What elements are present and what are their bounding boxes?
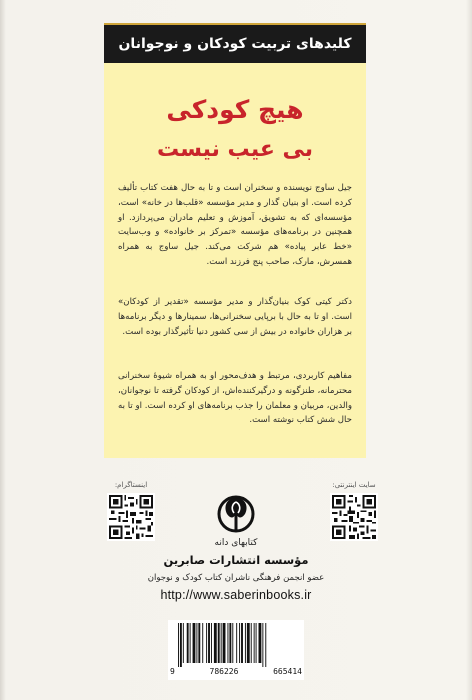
barcode-bar xyxy=(178,623,179,667)
instagram-qr-icon[interactable] xyxy=(107,493,155,541)
barcode-bar xyxy=(229,623,231,663)
barcode-bar xyxy=(211,623,212,663)
barcode-bar xyxy=(218,623,220,663)
barcode-bar xyxy=(190,623,191,663)
book-title-line1: هیچ کودکی xyxy=(166,95,304,124)
barcode-bar xyxy=(262,623,263,667)
barcode-bar xyxy=(198,623,200,663)
publisher-website-link[interactable]: http://www.saberinbooks.ir xyxy=(160,588,312,602)
barcode-bar xyxy=(251,623,252,663)
author-paragraph-1: جیل ساوج نویسنده و سخنران است و تا به حال هفت کتاب تألیف کرده است. او بنیان گذار و مدیر مؤسسه «قلب‌ها در خانه» است، مؤسسه‌ای که به تشویق، آموزش و تعلیم مادران می‌پردازد. او همچنین در برنامه‌های مؤسسه «تمرکز بر خانواده» و وب‌سایت «خط عابر پیاده» هم شرکت می‌کند. جیل ساوج به همراه همسرش، مارک، صاحب پنج فرزند است. xyxy=(118,183,352,267)
website-qr-icon[interactable] xyxy=(330,493,378,541)
instagram-qr-block xyxy=(104,480,158,541)
isbn-barcode-icon xyxy=(178,623,296,667)
saberin-seed-logo-icon xyxy=(217,492,255,534)
barcode-bar xyxy=(241,623,243,663)
barcode-bar xyxy=(180,623,182,667)
barcode-bar xyxy=(239,623,240,663)
barcode-bar xyxy=(259,623,262,663)
barcode-bar xyxy=(214,623,217,663)
series-title-bar xyxy=(104,23,366,63)
description-panel xyxy=(104,63,366,458)
barcode-bar xyxy=(193,623,196,663)
barcode-bar xyxy=(196,623,197,663)
imprint-name: کتابهای دانه xyxy=(214,538,258,548)
isbn-digits xyxy=(168,667,304,676)
website-qr-label: سایت اینترنتی: xyxy=(332,481,376,489)
barcode-bar xyxy=(245,623,246,663)
barcode-bar xyxy=(206,623,207,663)
publisher-membership: عضو انجمن فرهنگی ناشران کتاب کودک و نوجوان xyxy=(147,573,325,583)
barcode-bar xyxy=(202,623,203,663)
barcode-bar xyxy=(208,623,210,663)
website-qr-block xyxy=(327,480,381,541)
publisher-name: مؤسسه انتشارات صابرین xyxy=(163,553,309,567)
barcode-bar xyxy=(223,623,226,663)
barcode-bar xyxy=(254,623,255,663)
barcode-bar xyxy=(247,623,250,663)
barcode-bar xyxy=(227,623,228,663)
isbn-digit-group-2: 786226 xyxy=(209,667,239,676)
isbn-digit-group-3: 665414 xyxy=(273,667,302,676)
author-paragraph-2: دکتر کیتی کوک بنیان‌گذار و مدیر مؤسسه «تقدیر از کودکان» است. او تا به حال با برپایی سخنرانی‌ها، سمینارها و دیگر برنامه‌ها بر هزاران خانواده در بیش از سی کشور دنیا تأثیرگذار بوده است. xyxy=(118,297,352,337)
book-title-line2: بی عیب نیست xyxy=(156,137,314,162)
series-title: کلیدهای تربیت کودکان و نوجوانان xyxy=(118,36,352,52)
isbn-digit-group-1: 9 xyxy=(170,667,175,676)
barcode-bar xyxy=(256,623,257,663)
barcode-bar xyxy=(221,623,222,663)
barcode-bar xyxy=(236,623,237,663)
isbn-barcode-panel xyxy=(168,620,304,680)
barcode-bar xyxy=(232,623,233,663)
barcode-bar xyxy=(265,623,266,667)
instagram-qr-label: اینستاگرام: xyxy=(114,481,148,489)
barcode-bar xyxy=(187,623,189,663)
barcode-bar xyxy=(183,623,184,663)
author-paragraph-3: مفاهیم کاربردی، مرتبط و هدف‌محور او به همراه شیوهٔ سخنرانی محترمانه، طنزگونه و درگیرکننده‌اش، از کودکان گرفته تا نوجوانان، والدین، مربیان و معلمان را جذب برنامه‌های او کرده است. او تا به حال شش کتاب نوشته است. xyxy=(118,371,352,426)
